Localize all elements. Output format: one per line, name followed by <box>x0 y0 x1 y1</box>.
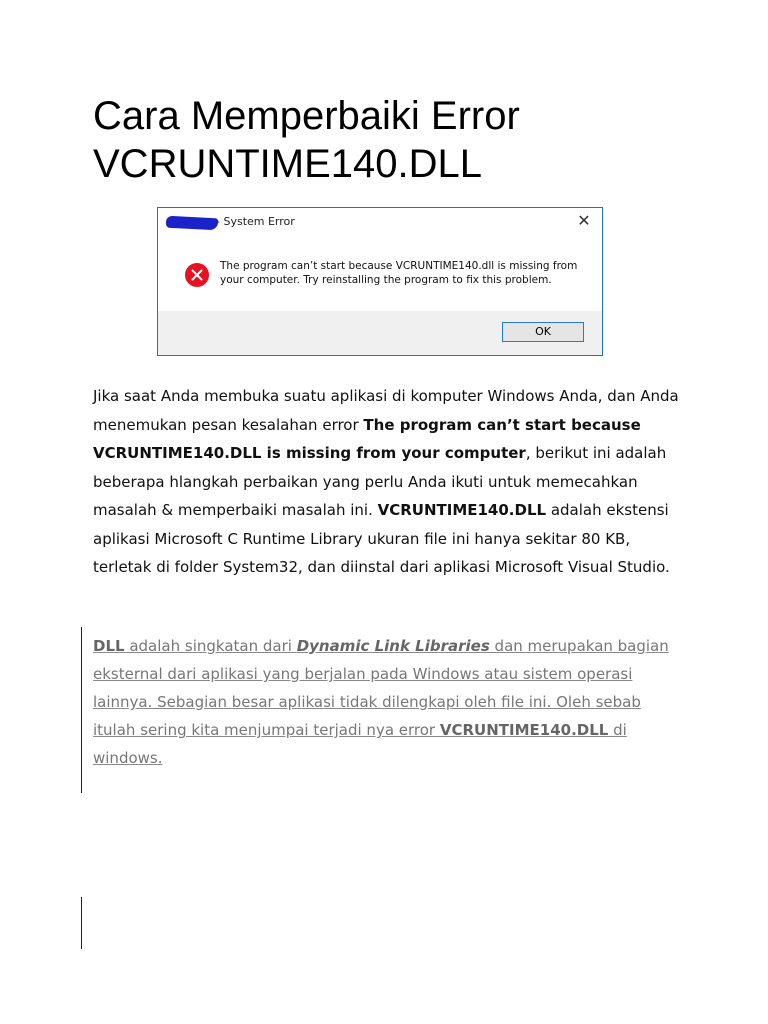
dialog-message-line-1: The program can’t start because VCRUNTIME140.dll is missing from <box>220 260 578 272</box>
para-text-2: , berikut ini adalah beberapa hlangkah perbaikan yang perlu Anda ikuti untuk memecahkan masalah & memperbaiki masalah ini. <box>93 444 667 519</box>
dialog-footer <box>158 311 602 355</box>
redaction-scribble <box>166 216 219 231</box>
quote-bold-italic-term: Dynamic Link Libraries <box>296 637 490 655</box>
dialog-titlebar <box>158 208 602 236</box>
blockquote-bar-lower <box>81 897 82 949</box>
quote-text-2: dan merupakan bagian eksternal dari aplikasi yang berjalan pada Windows atau sistem operasi lainnya. Sebagian besar aplikasi tidak dilengkapi oleh file ini. Oleh sebab itulah sering kita menjumpai terjadi nya error <box>93 637 669 739</box>
error-icon <box>184 262 210 288</box>
para-text-1: Jika saat Anda membuka suatu aplikasi di komputer Windows Anda, dan Anda menemukan pesan kesalahan error <box>93 387 679 434</box>
dialog-body <box>158 236 602 312</box>
quote-text-3: di windows. <box>93 721 627 767</box>
close-icon: ✕ <box>577 211 591 230</box>
quote-text-1: adalah singkatan dari <box>124 637 297 655</box>
dialog-title: - System Error <box>216 215 295 228</box>
para-bold-error-message: The program can’t start because VCRUNTIME140.DLL is missing from your computer <box>93 415 641 462</box>
title-line-2: VCRUNTIME140.DLL <box>93 142 483 186</box>
page-title <box>93 92 733 188</box>
ok-button: OK <box>502 322 584 342</box>
dialog-message <box>220 259 590 287</box>
para-bold-dll-name: VCRUNTIME140.DLL <box>377 501 547 519</box>
system-error-dialog-image <box>157 207 603 356</box>
intro-paragraph <box>93 382 683 582</box>
quote-bold-dll: DLL <box>93 637 125 655</box>
dll-blockquote[interactable] <box>93 632 683 772</box>
dialog-message-line-2: your computer. Try reinstalling the program to fix this problem. <box>220 274 552 286</box>
title-line-1: Cara Memperbaiki Error <box>93 94 520 138</box>
blockquote-bar <box>81 627 82 793</box>
para-text-3: adalah ekstensi aplikasi Microsoft C Runtime Library ukuran file ini hanya sekitar 80 KB, terletak di folder System32, dan diinstal dari aplikasi Microsoft Visual Studio. <box>93 501 670 576</box>
quote-bold-dll-name: VCRUNTIME140.DLL <box>439 721 609 739</box>
